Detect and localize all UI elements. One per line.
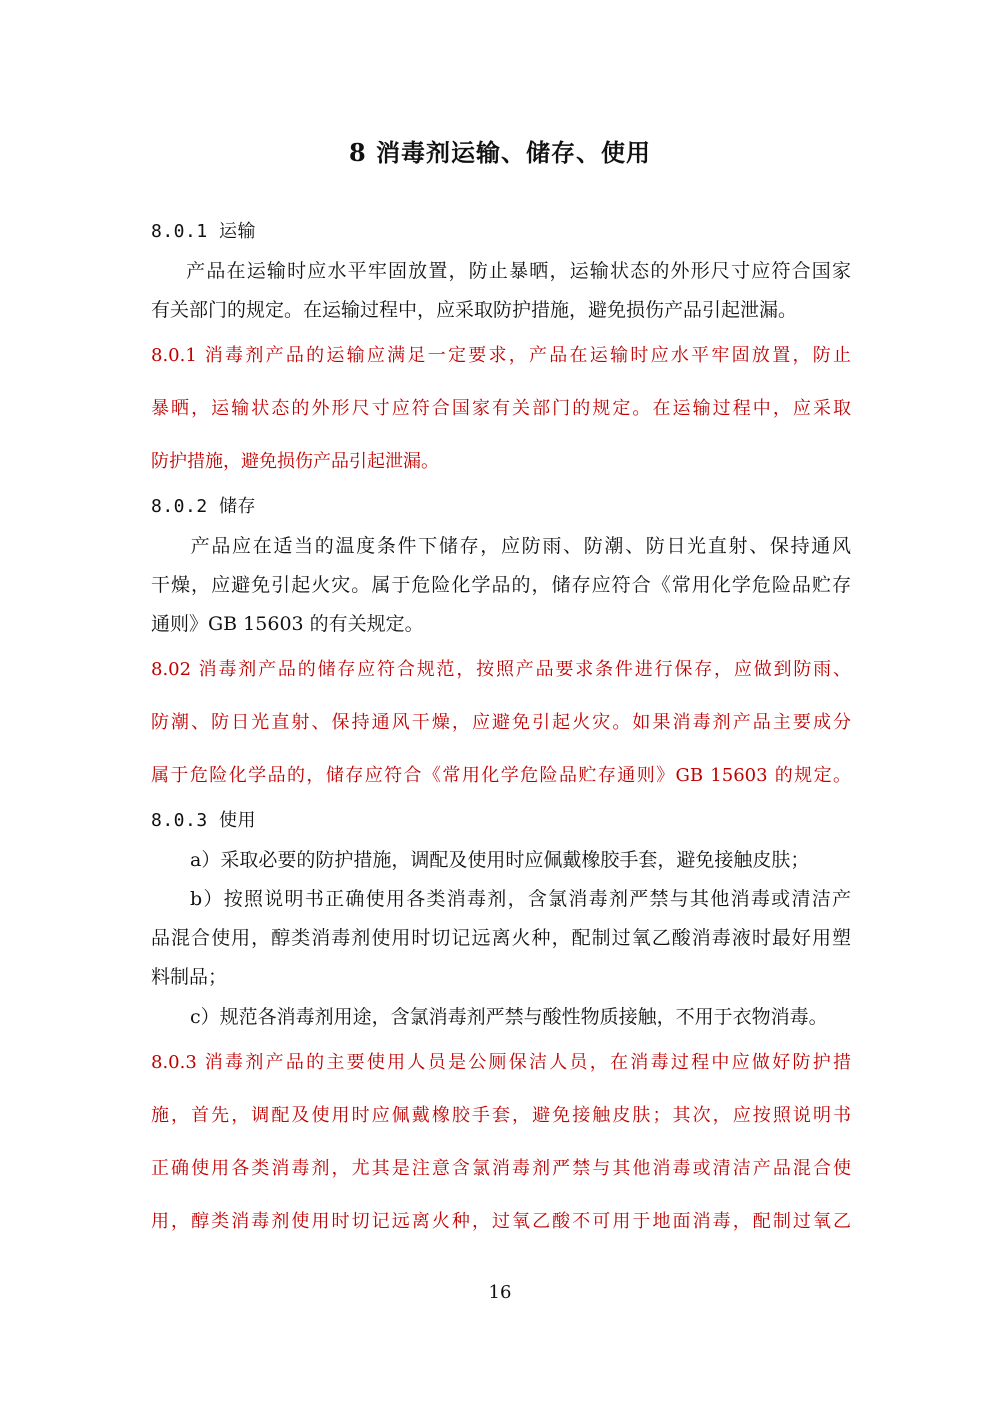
body-line: 通则》GB 15603 的有关规定。: [151, 613, 424, 635]
list-item-b-cont: 料制品；: [151, 966, 228, 988]
section-heading-transport: 8.0.1 运输: [151, 221, 257, 242]
red-note-line: 防潮、防日光直射、保持通风干燥，应避免引起火灾。如果消毒剂产品主要成分: [151, 712, 851, 733]
list-item-c: c）规范各消毒剂用途，含氯消毒剂严禁与酸性物质接触，不用于衣物消毒。: [190, 1006, 828, 1028]
body-line: 产品在运输时应水平牢固放置，防止暴晒，运输状态的外形尺寸应符合国家: [166, 260, 851, 282]
red-note-line: 防护措施，避免损伤产品引起泄漏。: [151, 451, 439, 472]
red-note-line: 8.0.3 消毒剂产品的主要使用人员是公厕保洁人员，在消毒过程中应做好防护措: [151, 1052, 851, 1073]
list-item-b: b）按照说明书正确使用各类消毒剂，含氯消毒剂严禁与其他消毒或清洁产: [190, 888, 851, 910]
red-note-line: 正确使用各类消毒剂，尤其是注意含氯消毒剂严禁与其他消毒或清洁产品混合使: [151, 1158, 851, 1179]
red-note-line: 施，首先，调配及使用时应佩戴橡胶手套，避免接触皮肤；其次，应按照说明书: [151, 1105, 851, 1126]
red-note-line: 8.0.1 消毒剂产品的运输应满足一定要求，产品在运输时应水平牢固放置，防止: [151, 345, 851, 366]
section-heading-usage: 8.0.3 使用: [151, 810, 257, 831]
red-note-line: 8.02 消毒剂产品的储存应符合规范，按照产品要求条件进行保存，应做到防雨、: [151, 659, 851, 680]
red-note-line: 用，醇类消毒剂使用时切记远离火种，过氧乙酸不可用于地面消毒，配制过氧乙: [151, 1211, 851, 1232]
chapter-title: 8 消毒剂运输、储存、使用: [348, 138, 652, 167]
section-heading-storage: 8.0.2 储存: [151, 496, 257, 517]
list-item-b-cont: 品混合使用，醇类消毒剂使用时切记远离火种，配制过氧乙酸消毒液时最好用塑: [151, 927, 851, 949]
red-note-line: 暴晒，运输状态的外形尺寸应符合国家有关部门的规定。在运输过程中，应采取: [151, 398, 851, 419]
page-number: 16: [488, 1282, 512, 1303]
red-note-line: 属于危险化学品的，储存应符合《常用化学危险品贮存通则》GB 15603 的规定。: [151, 765, 851, 786]
body-line: 干燥，应避免引起火灾。属于危险化学品的，储存应符合《常用化学危险品贮存: [151, 574, 851, 596]
body-line: 有关部门的规定。在运输过程中，应采取防护措施，避免损伤产品引起泄漏。: [151, 299, 798, 321]
body-line: 产品应在适当的温度条件下储存，应防雨、防潮、防日光直射、保持通风: [170, 535, 851, 557]
list-item-a: a）采取必要的防护措施，调配及使用时应佩戴橡胶手套，避免接触皮肤；: [190, 849, 810, 871]
